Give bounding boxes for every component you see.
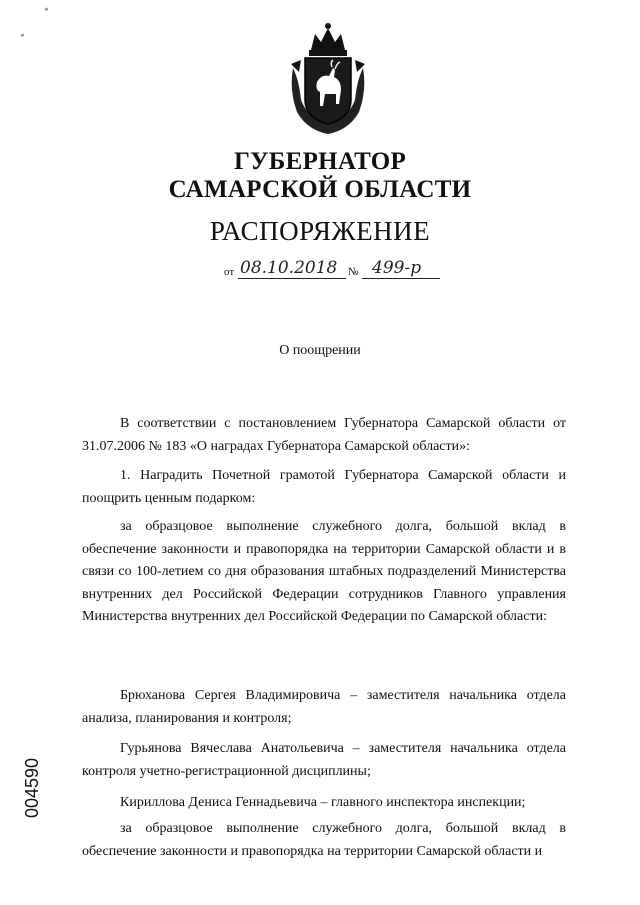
side-number-text: 004590 — [22, 757, 42, 818]
number-underline — [362, 278, 440, 279]
paragraph-reason-2: за образцовое выполнение служебного долга, большой вклад в обеспечение законности и правопорядка на территории Самарской области и — [82, 821, 566, 859]
coat-of-arms-emblem — [287, 20, 369, 138]
awardee-item: Брюханова Сергея Владимировича – заместителя начальника отдела анализа, планирования и контроля; — [82, 688, 566, 726]
side-registration-number — [22, 732, 62, 832]
paragraph-basis: В соответствии с постановлением Губернатора Самарской области от 31.07.2006 № 183 «О наградах Губернатора Самарской области»: — [82, 416, 566, 454]
date-underline — [238, 278, 346, 279]
paragraph-reason-1: за образцовое выполнение служебного долга, большой вклад в обеспечение законности и правопорядка на территории Самарской области и в связи со 100-летием со дня образования штабных подразделений Министерства внутренних дел Российской Федерации сотрудников Главного управления Министерства внутренних дел Российской Федерации по Самарской области: — [82, 519, 566, 624]
corner-mark: * — [20, 32, 25, 42]
awardee-item: Гурьянова Вячеслава Анатольевича – заместителя начальника отдела контроля учетно-регистрационной дисциплины; — [82, 741, 566, 779]
awardee-item: Кириллова Дениса Геннадьевича – главного инспектора инспекции; — [120, 795, 526, 810]
authority-title-line1: ГУБЕРНАТОР — [233, 148, 407, 175]
number-value: 499-р — [372, 258, 422, 278]
authority-title-line2: САМАРСКОЙ ОБЛАСТИ — [168, 176, 472, 203]
date-value: 08.10.2018 — [240, 258, 338, 278]
date-label: от — [224, 266, 235, 278]
number-label: № — [348, 266, 359, 278]
corner-mark: * — [44, 6, 49, 16]
paragraph-clause-1: 1. Наградить Почетной грамотой Губернатора Самарской области и поощрить ценным подарком: — [82, 468, 566, 506]
date-number-line — [224, 256, 454, 282]
document-type-heading: РАСПОРЯЖЕНИЕ — [209, 216, 431, 246]
document-subject: О поощрении — [279, 343, 361, 358]
